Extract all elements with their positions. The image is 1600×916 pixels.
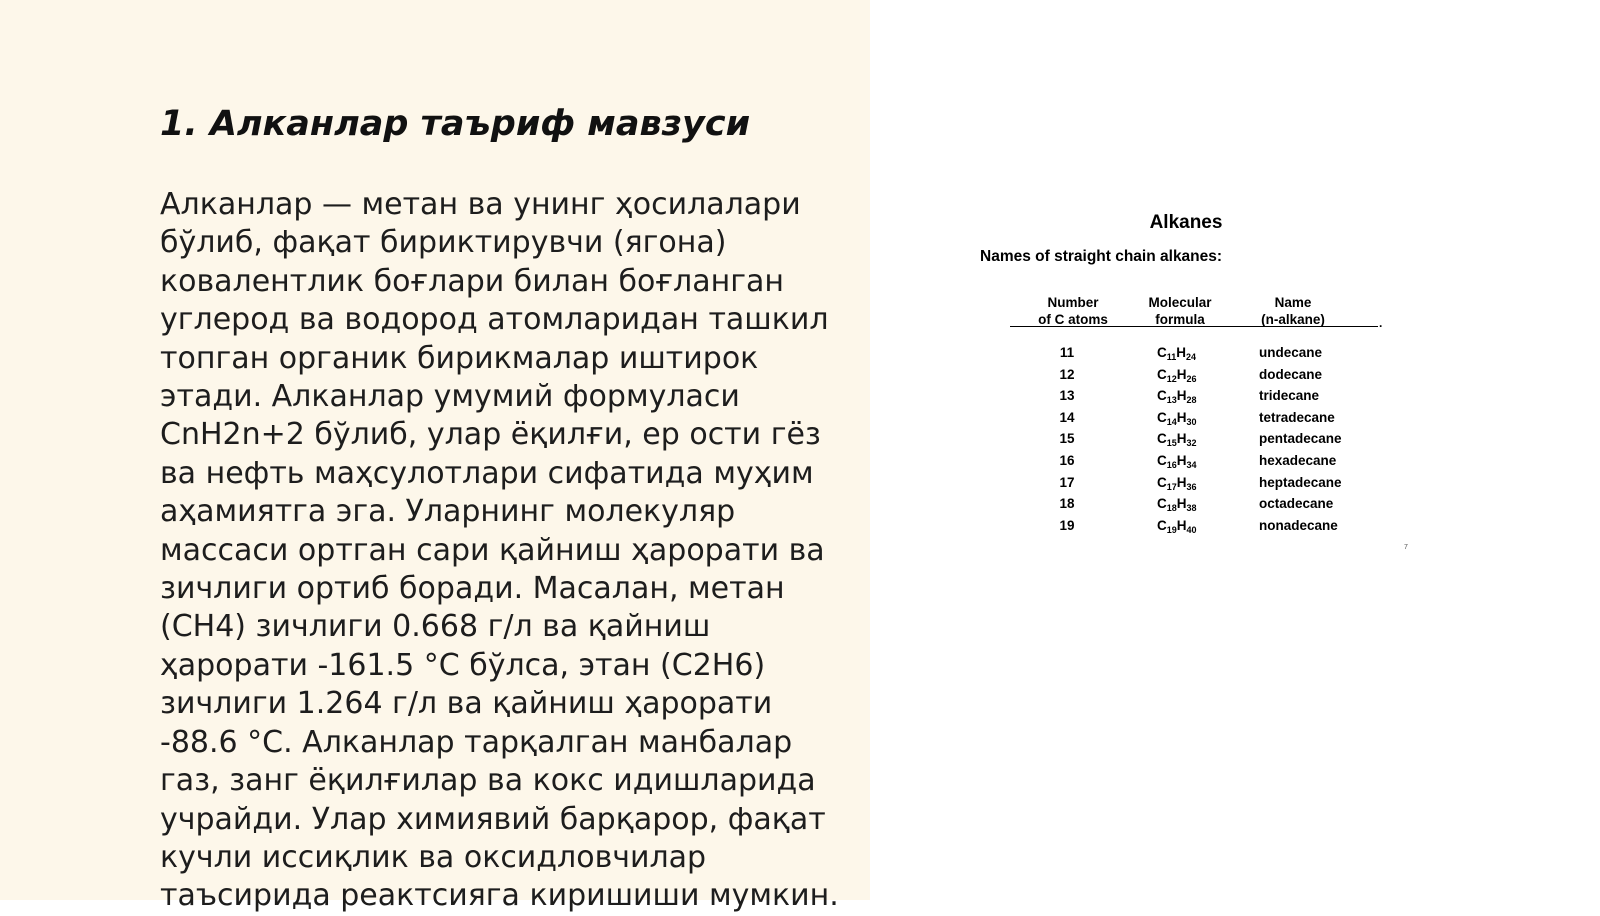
column-header-formula-line2: formula bbox=[1155, 312, 1205, 327]
column-header-name-line2: (n-alkane) bbox=[1261, 312, 1325, 327]
column-header-formula bbox=[1125, 294, 1235, 328]
slide-title: 1. Алканлар таъриф мавзуси bbox=[160, 104, 751, 144]
slide-body-text: Алканлар — метан ва унинг ҳосилалари бўлиб, фақат бириктирувчи (ягона) ковалентлик боғлари билан боғланган углерод ва водород атомларидан ташкил топган органик бирикмалар иштирок этади. Алканлар умумий формуласи CnH2n+2 бўлиб, улар ёқилғи, ер ости гёз ва нефть маҳсулотлари сифатида муҳим аҳамиятга эга. Уларнинг молекуляр массаси ортган сари қайниш ҳарорати ва зичлиги ортиб боради. Масалан, метан (CH4) зичлиги 0.668 г/л ва қайниш ҳарорати -161.5 °C бўлса, этан (C2H6) зичлиги 1.264 г/л ва қайниш ҳарорати -88.6 °C. Алканлар тарқалган манбалар газ, занг ёқилғилар ва кокс идишларида учрайди. Улар химиявий барқарор, фақат кучли иссиқлик ва оксидловчилар таъсирида реактсияга киришиши мумкин. bbox=[160, 187, 839, 914]
formula-carbon-subscript: 15 bbox=[1166, 438, 1177, 449]
carbon-count-cell: 17 bbox=[1059, 474, 1075, 490]
formula-carbon-symbol: C bbox=[1157, 388, 1167, 404]
formula-carbon-symbol: C bbox=[1157, 474, 1167, 490]
alkane-name-cell: undecane bbox=[1259, 345, 1323, 360]
alkanes-table-image bbox=[960, 205, 1420, 565]
alkane-name-cell: pentadecane bbox=[1259, 431, 1342, 447]
alkane-name-cell: hexadecane bbox=[1259, 452, 1337, 468]
formula-carbon-subscript: 16 bbox=[1166, 459, 1177, 470]
formula-hydrogen-symbol: H bbox=[1176, 431, 1187, 447]
formula-carbon-subscript: 14 bbox=[1166, 416, 1177, 427]
molecular-formula-cell bbox=[1157, 518, 1197, 535]
carbon-count-cell: 13 bbox=[1059, 388, 1075, 404]
carbon-count-cell: 14 bbox=[1059, 409, 1075, 425]
formula-carbon-symbol: C bbox=[1157, 366, 1167, 382]
alkane-name-cell: tridecane bbox=[1259, 388, 1320, 404]
table-row bbox=[960, 496, 1420, 518]
molecular-formula-cell bbox=[1157, 431, 1197, 448]
molecular-formula-cell bbox=[1157, 345, 1196, 362]
table-row bbox=[960, 388, 1420, 410]
formula-hydrogen-symbol: H bbox=[1176, 496, 1187, 512]
alkane-name-cell: nonadecane bbox=[1259, 517, 1338, 533]
column-header-formula-line1: Molecular bbox=[1148, 295, 1212, 310]
formula-carbon-symbol: C bbox=[1157, 431, 1167, 447]
corner-mark: 7 bbox=[1404, 544, 1408, 551]
formula-carbon-symbol: C bbox=[1157, 517, 1167, 533]
alkane-name-cell: heptadecane bbox=[1259, 474, 1342, 490]
table-row bbox=[960, 475, 1420, 497]
formula-carbon-symbol: C bbox=[1157, 345, 1167, 360]
formula-carbon-subscript: 18 bbox=[1166, 503, 1177, 514]
formula-hydrogen-subscript: 34 bbox=[1186, 459, 1197, 470]
formula-carbon-subscript: 11 bbox=[1166, 352, 1177, 362]
alkane-rows bbox=[960, 345, 1420, 539]
formula-hydrogen-symbol: H bbox=[1176, 474, 1187, 490]
molecular-formula-cell bbox=[1157, 367, 1197, 384]
carbon-count-cell: 11 bbox=[1059, 345, 1075, 360]
formula-hydrogen-symbol: H bbox=[1176, 366, 1187, 382]
formula-hydrogen-symbol: H bbox=[1176, 452, 1187, 468]
formula-hydrogen-symbol: H bbox=[1176, 345, 1187, 360]
formula-hydrogen-subscript: 26 bbox=[1186, 373, 1197, 384]
molecular-formula-cell bbox=[1157, 496, 1197, 513]
carbon-count-cell: 19 bbox=[1059, 517, 1075, 533]
formula-hydrogen-subscript: 24 bbox=[1186, 352, 1197, 362]
alkane-name-cell: tetradecane bbox=[1259, 409, 1335, 425]
carbon-count-cell: 16 bbox=[1059, 452, 1075, 468]
alkanes-title: Alkanes bbox=[1149, 212, 1223, 233]
formula-carbon-symbol: C bbox=[1157, 496, 1167, 512]
formula-hydrogen-subscript: 38 bbox=[1186, 503, 1197, 514]
table-row bbox=[960, 345, 1420, 367]
formula-carbon-symbol: C bbox=[1157, 452, 1167, 468]
table-row bbox=[960, 453, 1420, 475]
carbon-count-cell: 12 bbox=[1059, 366, 1075, 382]
alkane-name-cell: dodecane bbox=[1259, 366, 1323, 382]
molecular-formula-cell bbox=[1157, 475, 1197, 492]
header-underline bbox=[1010, 326, 1378, 327]
formula-hydrogen-symbol: H bbox=[1176, 409, 1187, 425]
formula-hydrogen-symbol: H bbox=[1176, 388, 1187, 404]
formula-carbon-symbol: C bbox=[1157, 409, 1167, 425]
molecular-formula-cell bbox=[1157, 410, 1197, 427]
alkanes-subtitle: Names of straight chain alkanes: bbox=[980, 248, 1223, 265]
alkane-name-cell: octadecane bbox=[1259, 496, 1334, 512]
column-header-name-line1: Name bbox=[1274, 295, 1312, 310]
formula-hydrogen-subscript: 28 bbox=[1186, 395, 1197, 406]
formula-carbon-subscript: 17 bbox=[1166, 481, 1177, 492]
column-header-number bbox=[1018, 294, 1128, 328]
formula-carbon-subscript: 19 bbox=[1166, 524, 1177, 535]
molecular-formula-cell bbox=[1157, 453, 1197, 470]
column-header-name bbox=[1238, 294, 1348, 328]
table-row bbox=[960, 410, 1420, 432]
formula-hydrogen-subscript: 40 bbox=[1186, 524, 1197, 535]
molecular-formula-cell bbox=[1157, 388, 1197, 405]
column-header-number-line2: of C atoms bbox=[1038, 312, 1108, 327]
formula-carbon-subscript: 13 bbox=[1166, 395, 1177, 406]
carbon-count-cell: 15 bbox=[1059, 431, 1075, 447]
formula-hydrogen-subscript: 36 bbox=[1186, 481, 1197, 492]
table-row bbox=[960, 367, 1420, 389]
formula-hydrogen-subscript: 32 bbox=[1186, 438, 1197, 449]
formula-carbon-subscript: 12 bbox=[1166, 373, 1177, 384]
header-trailing-dot: . bbox=[1379, 316, 1383, 330]
table-row bbox=[960, 518, 1420, 540]
column-header-number-line1: Number bbox=[1047, 295, 1099, 310]
table-row bbox=[960, 431, 1420, 453]
carbon-count-cell: 18 bbox=[1059, 496, 1075, 512]
formula-hydrogen-symbol: H bbox=[1176, 517, 1187, 533]
formula-hydrogen-subscript: 30 bbox=[1186, 416, 1197, 427]
